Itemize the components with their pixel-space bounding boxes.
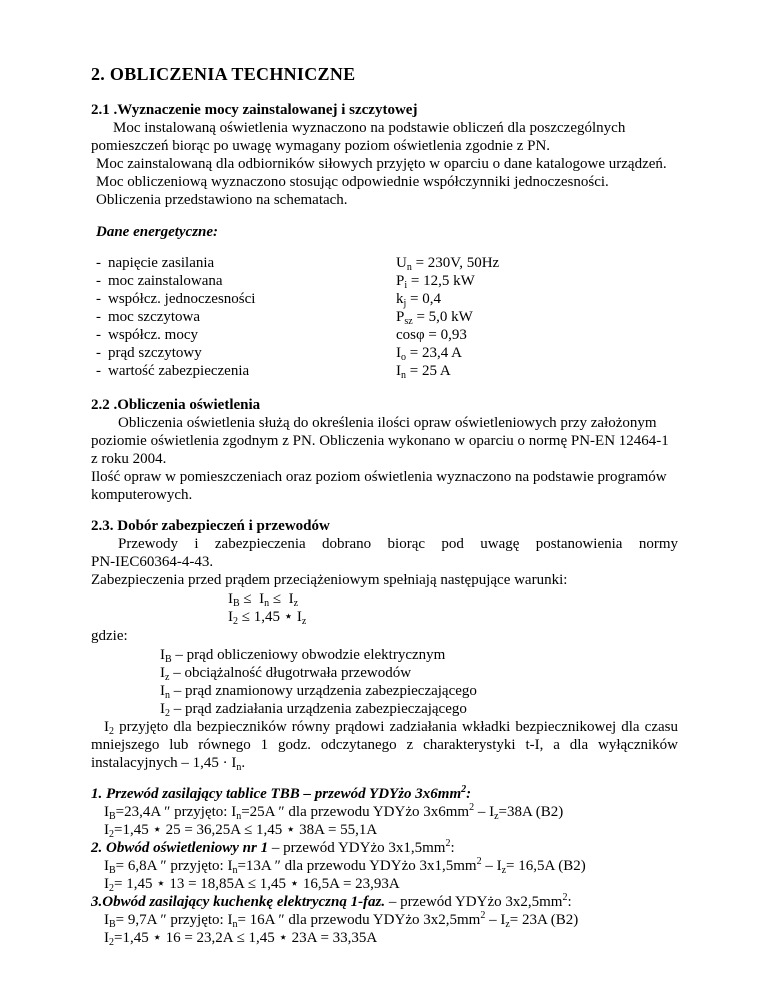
list-item: - współcz. mocy (96, 327, 198, 343)
s22-line-2: poziomie oświetlenia zgodnym z PN. Obliczenia wykonano w oparciu o normę PN-EN 12464-1 (91, 433, 669, 449)
s23-note-line-2: mniejszego lub równego 1 godz. odczytanego z charakterystyki t-I, a dla wyłączników (91, 737, 678, 753)
list-item: - wartość zabezpieczenia (96, 363, 250, 379)
s23-line-2: PN-IEC60364-4-43. (91, 554, 214, 570)
calc-1-line-2: $I_2=1,45$ ⋆ 25 = 36,25A ≤ 1,45 ⋆ 38A = 55,1A (104, 822, 378, 840)
section-2-2-heading: 2.2 .Obliczenia oświetlenia (91, 397, 261, 413)
s23-note-line-3: instalacyjnych – $1,45 \cdot I_n$. (91, 755, 246, 773)
s21-line-4: Moc obliczeniową wyznaczono stosując odpowiednie współczynniki jednoczesności. (96, 174, 609, 190)
definition-iz: $I_z$ – obciążalność długotrwała przewodów (160, 665, 412, 683)
s23-line-3: Zabezpieczenia przed prądem przeciążeniowym spełniają następujące warunki: (91, 572, 568, 588)
calc-3-line-2: $I_2=1,45$ ⋆ 16 = 23,2A ≤ 1,45 ⋆ 23A = 33,35A (104, 930, 378, 948)
section-2-1-heading: 2.1 .Wyznaczenie mocy zainstalowanej i szczytowej (91, 102, 418, 118)
list-item: - moc zainstalowana (96, 273, 223, 289)
dane-value: $k_j = 0,4$ (396, 291, 441, 309)
definition-i2: $I_2$ – prąd zadziałania urządzenia zabezpieczającego (160, 701, 467, 719)
calc-3-heading: 3.Obwód zasilający kuchenkę elektryczną 1-faz. – przewód YDYżo $3x2,5mm^2$: (91, 892, 572, 910)
s23-note-line-1: $I_2$ przyjęto dla bezpieczników równy prądowi zadziałania wkładki bezpiecznikowej dla czasu (104, 719, 678, 737)
dane-value: $U_n = 230V$, 50Hz (396, 255, 500, 273)
definition-in: $I_n$ – prąd znamionowy urządzenia zabezpieczającego (160, 683, 477, 701)
s21-line-1: Moc instalowaną oświetlenia wyznaczono na podstawie obliczeń dla poszczególnych (113, 120, 626, 136)
formula-2: $I_2 \le 1,45$ ⋆ $I_z$ (228, 609, 307, 627)
formula-1: $I_B \le I_n \le I_z$ (228, 591, 299, 609)
section-2-3-heading: 2.3. Dobór zabezpieczeń i przewodów (91, 518, 330, 534)
page-title: 2. OBLICZENIA TECHNICZNE (91, 64, 356, 84)
calc-1-line-1: $I_B=23,4A$ ″ przyjęto: $I_n=25A$ ″ dla przewodu YDYżo $3x6mm^2 - I_z=38A$ (B2) (104, 802, 564, 822)
dane-value: $P_i = 12,5$ kW (396, 273, 475, 291)
s21-line-3: Moc zainstalowaną dla odbiorników siłowych przyjęto w oparciu o dane katalogowe urządzeń. (96, 156, 667, 172)
calc-2-heading: 2. Obwód oświetleniowy nr 1 – przewód YDYżo $3x1,5mm^2$: (91, 838, 455, 856)
dane-value: $P_{sz} = 5,0$ kW (396, 309, 473, 327)
s22-line-3: z roku 2004. (91, 451, 167, 467)
calc-2-line-2: $I_2= 1,45$ ⋆ 13 = 18,85A ≤ 1,45 ⋆ 16,5A = 23,93A (104, 876, 400, 894)
dane-value: cosφ = 0,93 (396, 327, 467, 343)
dane-heading: Dane energetyczne: (96, 224, 219, 240)
s23-line-1: Przewody i zabezpieczenia dobrano biorąc pod uwagę postanowienia normy (118, 536, 678, 552)
s22-line-4: Ilość opraw w pomieszczeniach oraz poziom oświetlenia wyznaczono na podstawie programów (91, 469, 667, 485)
list-item: - prąd szczytowy (96, 345, 202, 361)
list-item: - moc szczytowa (96, 309, 201, 325)
s22-line-1: Obliczenia oświetlenia służą do określenia ilości opraw oświetleniowych przy założonym (118, 415, 657, 431)
calc-1-heading: 1. Przewód zasilający tablice TBB – przewód YDYżo $3x6mm^2$: (91, 784, 472, 802)
list-item: - napięcie zasilania (96, 255, 215, 271)
s22-line-5: komputerowych. (91, 487, 193, 503)
dane-value: $I_o = 23,4$ A (396, 345, 462, 363)
dane-value: $I_n = 25$ A (396, 363, 451, 381)
calc-3-line-1: $I_B= 9,7A$ ″ przyjęto: $I_n= 16A$ ″ dla przewodu YDYżo $3x2,5mm^2 - I_z= 23A$ (B2) (104, 910, 579, 930)
gdzie-label: gdzie: (91, 628, 128, 644)
definition-ib: $I_B$ – prąd obliczeniowy obwodzie elektrycznym (160, 647, 446, 665)
calc-2-line-1: $I_B= 6,8A$ ″ przyjęto: $I_n=13A$ ″ dla przewodu YDYżo $3x1,5mm^2 - I_z= 16,5A$ (B2) (104, 856, 586, 876)
s21-line-5: Obliczenia przedstawiono na schematach. (96, 192, 348, 208)
s21-line-2: pomieszczeń biorąc po uwagę wymagany poziom oświetlenia zgodnie z PN. (91, 138, 551, 154)
list-item: - współcz. jednoczesności (96, 291, 256, 307)
